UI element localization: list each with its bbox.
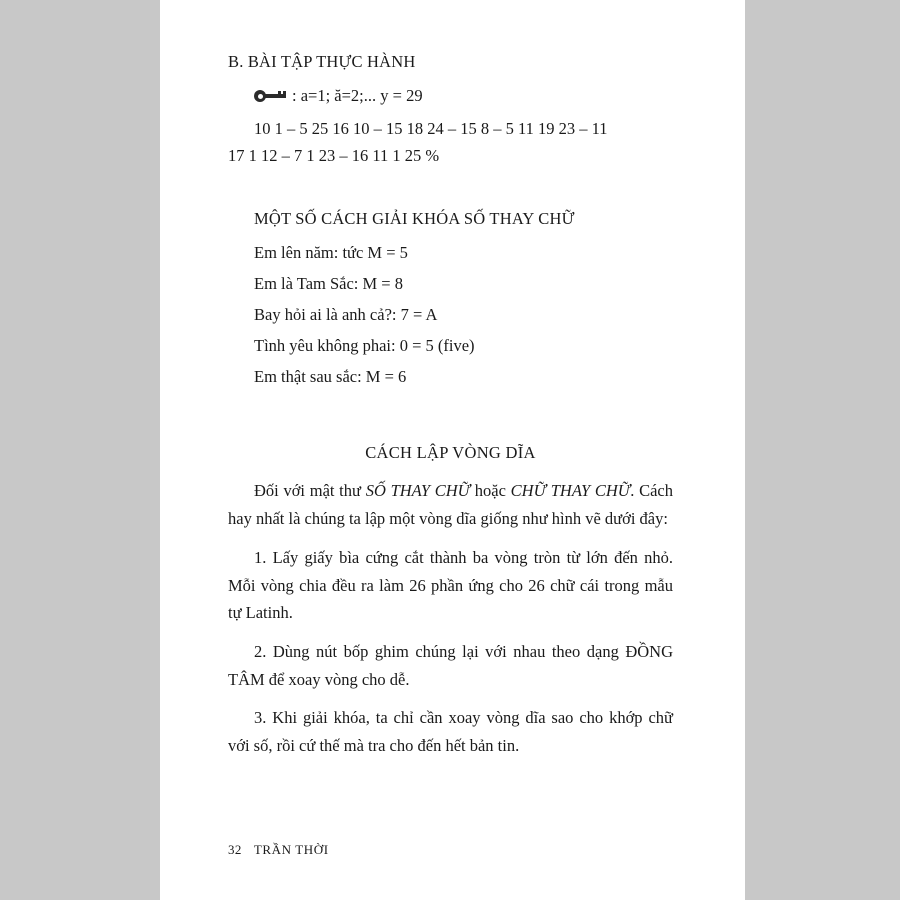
cipher-line-2: 17 1 12 – 7 1 23 – 16 11 1 25 % [228, 145, 440, 165]
step-paragraph-1: 1. Lấy giấy bìa cứng cắt thành ba vòng tròn từ lớn đến nhỏ. Mỗi vòng chia đều ra làm 26 phần ứng cho 26 chữ cái trong mẫu tự Latinh. [228, 547, 673, 623]
intro-text-3: . Cách hay nhất là chúng ta lập một vòng dĩa giống như hình vẽ dưới đây: [228, 481, 673, 529]
key-legend-line [228, 86, 673, 106]
subsection-heading: MỘT SỐ CÁCH GIẢI KHÓA SỐ THAY CHỮ [254, 209, 575, 229]
page-footer [228, 842, 329, 858]
cipher-text-block [228, 116, 673, 169]
intro-text-2: hoặc [470, 481, 511, 501]
key-solutions-list [228, 243, 673, 387]
intro-paragraph [228, 477, 673, 532]
intro-text-1: Đối với mật thư [254, 481, 366, 501]
key-icon [254, 90, 288, 102]
book-page [160, 0, 745, 900]
key-legend-text: : a=1; ă=2;... y = 29 [292, 86, 423, 105]
section-title: CÁCH LẬP VÒNG DĨA [365, 443, 536, 463]
step-paragraph-3: 3. Khi giải khóa, ta chỉ cần xoay vòng dĩa sao cho khớp chữ với số, rồi cứ thế mà tra cho đến hết bản tin. [228, 708, 673, 756]
page-number: 32 [228, 842, 242, 857]
section-heading-b: B. BÀI TẬP THỰC HÀNH [228, 52, 416, 71]
step-paragraph-2: 2. Dùng nút bốp ghim chúng lại với nhau theo dạng ĐỒNG TÂM để xoay vòng cho dễ. [228, 642, 673, 689]
list-item: Em lên năm: tức M = 5 [254, 243, 408, 263]
intro-emphasis-1: SỐ THAY CHỮ [365, 481, 471, 501]
cipher-line-1: 10 1 – 5 25 16 10 – 15 18 24 – 15 8 – 5 11 19 23 – 11 [254, 119, 608, 138]
intro-emphasis-2: CHỮ THAY CHỮ [510, 481, 631, 501]
list-item: Em thật sau sắc: M = 6 [254, 367, 407, 387]
page-content [228, 52, 673, 771]
list-item: Tình yêu không phai: 0 = 5 (five) [254, 336, 475, 356]
list-item: Em là Tam Sắc: M = 8 [254, 274, 403, 294]
footer-author: TRẦN THỜI [253, 842, 329, 857]
list-item: Bay hỏi ai là anh cả?: 7 = A [254, 305, 438, 325]
